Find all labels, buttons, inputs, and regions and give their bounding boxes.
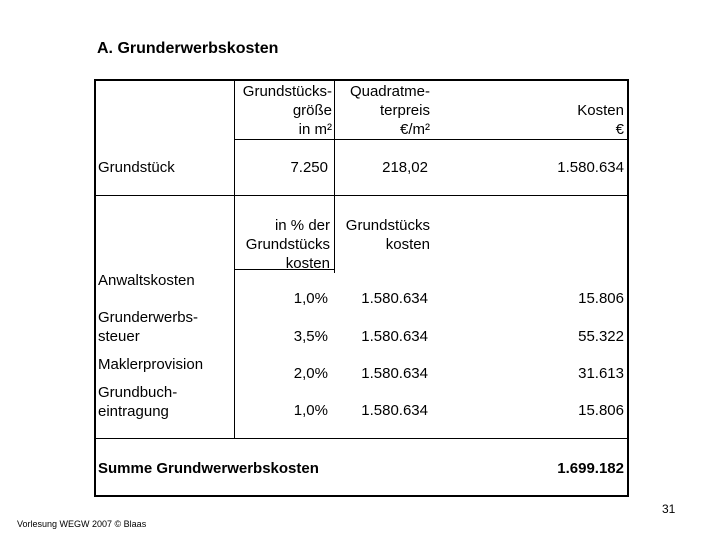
row-cost: 31.613 [578, 365, 624, 382]
header-cost-line: € [615, 121, 624, 138]
subheader-pct-line: kosten [285, 255, 330, 272]
row-base: 1.580.634 [361, 328, 428, 345]
table-border-left [94, 79, 96, 497]
row-label-line: steuer [98, 328, 140, 345]
row-pct: 2,0% [293, 365, 328, 382]
page-title: A. Grunderwerbskosten [97, 40, 279, 57]
subheader-base-line: kosten [385, 236, 430, 253]
row-label-line: Grundbuch- [98, 384, 178, 401]
row-divider [96, 438, 627, 439]
header-cost-line: Kosten [577, 102, 624, 119]
row-pct: 3,5% [293, 328, 328, 345]
subheader-pct-line: Grundstücks [245, 236, 330, 253]
row-cost: 15.806 [578, 290, 624, 307]
table-border-right [627, 79, 629, 497]
page-number: 31 [662, 502, 676, 516]
header-size-line: Grundstücks- [242, 83, 332, 100]
subheader-base [336, 216, 430, 254]
row-label-line: Grunderwerbs- [98, 309, 199, 326]
header-price-line: terpreis [379, 102, 430, 119]
column-divider [334, 80, 335, 273]
subheader-pct-line: in % der [274, 217, 330, 234]
header-price-line: €/m² [400, 121, 430, 138]
header-size-line: in m² [298, 121, 332, 138]
header-price [336, 82, 430, 139]
total-value: 1.699.182 [557, 460, 624, 477]
row-pct: 1,0% [293, 402, 328, 419]
row-pct: 1,0% [293, 290, 328, 307]
grundstueck-price: 218,02 [382, 159, 428, 176]
header-size-line: größe [292, 102, 332, 119]
table-border-bottom [94, 495, 629, 497]
row-base: 1.580.634 [361, 365, 428, 382]
row-cost: 55.322 [578, 328, 624, 345]
row-divider [96, 195, 627, 196]
table-border-top [94, 79, 629, 81]
column-divider [234, 80, 235, 195]
subheader-pct [236, 216, 330, 273]
row-cost: 15.806 [578, 402, 624, 419]
row-base: 1.580.634 [361, 290, 428, 307]
row-label: Anwaltskosten [98, 272, 195, 289]
row-base: 1.580.634 [361, 402, 428, 419]
grundstueck-label: Grundstück [98, 159, 175, 176]
header-cost [440, 101, 624, 139]
row-label-line: eintragung [98, 403, 169, 420]
grundstueck-cost: 1.580.634 [557, 159, 624, 176]
header-price-line: Quadratme- [349, 83, 430, 100]
row-label: Maklerprovision [98, 356, 204, 373]
grundstueck-size: 7.250 [290, 159, 328, 176]
row-label [98, 308, 198, 346]
row-divider [235, 139, 627, 140]
subheader-base-line: Grundstücks [345, 217, 430, 234]
row-label [98, 383, 177, 421]
total-label: Summe Grundwerwerbskosten [98, 460, 319, 477]
header-size [236, 82, 332, 139]
footer-text: Vorlesung WEGW 2007 © Blaas [17, 519, 147, 529]
column-divider [234, 196, 235, 439]
